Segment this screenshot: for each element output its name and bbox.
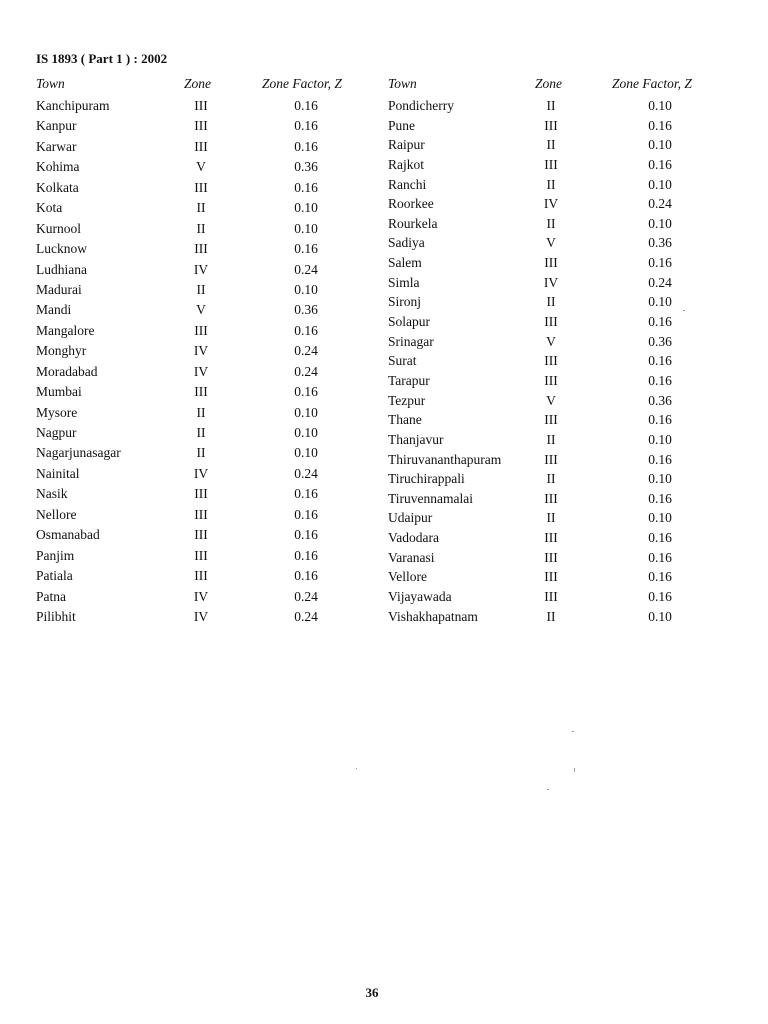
table-row <box>388 116 728 136</box>
zone-factor-cell: 0.10 <box>648 294 672 310</box>
zone-factor-cell: 0.16 <box>294 322 318 338</box>
zone-cell: III <box>194 547 208 563</box>
zone-factor-cell: 0.16 <box>648 117 672 133</box>
town-cell: Solapur <box>388 314 430 330</box>
table-body <box>388 96 728 626</box>
column-header-zone: Zone <box>184 76 211 91</box>
scan-speck <box>574 768 575 772</box>
zone-factor-cell: 0.36 <box>294 302 318 318</box>
table-row <box>388 312 728 332</box>
table-row <box>388 214 728 234</box>
town-cell: Kurnool <box>36 220 81 236</box>
table-row <box>388 233 728 253</box>
table-row <box>388 253 728 273</box>
town-cell: Ludhiana <box>36 261 87 277</box>
town-cell: Kanpur <box>36 118 77 134</box>
zone-factor-cell: 0.16 <box>294 527 318 543</box>
table-row <box>36 260 366 280</box>
town-cell: Kohima <box>36 159 80 175</box>
zone-factor-cell: 0.10 <box>648 431 672 447</box>
town-cell: Patiala <box>36 568 73 584</box>
table-header <box>36 76 366 96</box>
town-cell: Karwar <box>36 138 77 154</box>
table-row <box>36 607 366 627</box>
column-header-town: Town <box>36 76 65 91</box>
zone-factor-cell: 0.24 <box>648 274 672 290</box>
zone-factor-cell: 0.10 <box>294 200 318 216</box>
zone-factor-cell: 0.16 <box>648 156 672 172</box>
town-cell: Pilibhit <box>36 608 76 624</box>
town-cell: Surat <box>388 353 417 369</box>
town-cell: Sadiya <box>388 235 425 251</box>
zone-factor-cell: 0.10 <box>648 608 672 624</box>
zone-cell: II <box>196 404 206 420</box>
zone-cell: III <box>544 255 558 271</box>
table-row <box>36 157 366 177</box>
zone-cell: III <box>194 568 208 584</box>
town-cell: Tiruchirappali <box>388 471 465 487</box>
zone-factor-cell: 0.10 <box>648 98 672 113</box>
table-row <box>388 430 728 450</box>
zone-cell: IV <box>543 274 559 290</box>
document-code: IS 1893 ( Part 1 ) : 2002 <box>36 51 168 66</box>
zone-factor-cell: 0.16 <box>294 506 318 522</box>
zone-factor-cell: 0.16 <box>294 547 318 563</box>
table-row <box>36 116 366 136</box>
zone-factor-cell: 0.10 <box>294 445 318 461</box>
table-row <box>36 403 366 423</box>
zone-cell: II <box>546 294 556 310</box>
town-cell: Tarapur <box>388 372 430 388</box>
town-cell: Vijayawada <box>388 589 452 605</box>
zone-cell: II <box>196 445 206 461</box>
zone-cell: II <box>196 220 206 236</box>
table-row <box>36 362 366 382</box>
zone-factor-cell: 0.24 <box>294 343 318 359</box>
zone-factor-cell: 0.16 <box>648 490 672 506</box>
town-cell: Nellore <box>36 506 77 522</box>
zone-cell: III <box>544 589 558 605</box>
zone-cell: III <box>544 117 558 133</box>
town-cell: Kota <box>36 200 63 216</box>
town-cell: Tiruvennamalai <box>388 490 473 506</box>
table-row <box>36 484 366 504</box>
zone-factor-cell: 0.16 <box>648 530 672 546</box>
zone-cell: II <box>546 215 556 231</box>
zone-factor-cell: 0.16 <box>294 98 318 113</box>
zone-factor-cell: 0.16 <box>648 451 672 467</box>
zone-factor-cell: 0.10 <box>294 425 318 440</box>
town-cell: Kanchipuram <box>36 98 110 113</box>
table-row <box>36 443 366 463</box>
zone-cell: III <box>194 527 208 543</box>
zone-cell: IV <box>193 465 209 481</box>
town-cell: Thane <box>388 412 422 428</box>
table-row <box>36 239 366 259</box>
table-row <box>388 548 728 568</box>
town-cell: Vishakhapatnam <box>388 608 478 624</box>
zone-cell: II <box>546 137 556 153</box>
page-number: 36 <box>365 985 379 1000</box>
town-cell: Monghyr <box>36 343 87 359</box>
zone-factor-cell: 0.16 <box>648 589 672 605</box>
zone-cell: II <box>546 471 556 487</box>
table-row <box>36 382 366 402</box>
zone-cell: V <box>546 392 556 408</box>
zone-factor-cell: 0.24 <box>648 196 672 212</box>
zone-factor-cell: 0.16 <box>294 568 318 584</box>
zone-cell: III <box>544 549 558 565</box>
table-row <box>36 198 366 218</box>
zone-factor-cell: 0.10 <box>294 220 318 236</box>
zone-table-right <box>388 76 728 626</box>
table-row <box>36 321 366 341</box>
town-cell: Roorkee <box>388 196 434 212</box>
table-row <box>388 351 728 371</box>
zone-factor-cell: 0.16 <box>294 486 318 502</box>
town-cell: Madurai <box>36 281 82 297</box>
zone-cell: III <box>194 98 208 113</box>
town-cell: Tezpur <box>388 392 426 408</box>
zone-cell: III <box>544 372 558 388</box>
zone-cell: IV <box>193 261 209 277</box>
zone-factor-cell: 0.16 <box>294 138 318 154</box>
table-row <box>388 292 728 312</box>
town-cell: Mandi <box>36 302 72 318</box>
scan-speck <box>547 789 549 790</box>
town-cell: Thanjavur <box>388 431 444 447</box>
town-cell: Lucknow <box>36 241 87 257</box>
town-cell: Nagpur <box>36 425 77 440</box>
town-cell: Thiruvananthapuram <box>388 451 502 467</box>
town-cell: Udaipur <box>388 510 433 526</box>
zone-cell: IV <box>193 588 209 604</box>
table-row <box>388 508 728 528</box>
scan-speck <box>356 768 357 769</box>
table-row <box>36 96 366 116</box>
town-cell: Mumbai <box>36 384 82 400</box>
town-cell: Mangalore <box>36 322 95 338</box>
table-row <box>388 332 728 352</box>
zone-cell: III <box>544 490 558 506</box>
town-cell: Sironj <box>388 294 422 310</box>
table-header <box>388 76 728 96</box>
zone-factor-cell: 0.24 <box>294 608 318 624</box>
column-header-zone: Zone <box>535 76 562 91</box>
zone-cell: V <box>546 235 556 251</box>
table-row <box>388 135 728 155</box>
table-row <box>388 528 728 548</box>
town-cell: Raipur <box>388 137 425 153</box>
table-row <box>388 567 728 587</box>
zone-factor-cell: 0.16 <box>294 241 318 257</box>
table-row <box>388 489 728 509</box>
table-row <box>36 546 366 566</box>
table-row <box>36 280 366 300</box>
column-header-zone-factor: Zone Factor, Z <box>612 76 692 91</box>
zone-cell: III <box>544 412 558 428</box>
table-row <box>36 525 366 545</box>
table-row <box>388 607 728 627</box>
zone-factor-cell: 0.36 <box>648 392 672 408</box>
table-row <box>36 341 366 361</box>
column-header-zone-factor: Zone Factor, Z <box>262 76 342 91</box>
zone-cell: III <box>194 486 208 502</box>
zone-cell: III <box>544 156 558 172</box>
zone-cell: III <box>544 314 558 330</box>
zone-factor-cell: 0.24 <box>294 363 318 379</box>
zone-factor-cell: 0.16 <box>294 118 318 134</box>
zone-factor-cell: 0.16 <box>648 549 672 565</box>
table-row <box>36 464 366 484</box>
table-row <box>36 300 366 320</box>
zone-factor-cell: 0.10 <box>294 281 318 297</box>
zone-factor-cell: 0.10 <box>648 176 672 192</box>
zone-factor-cell: 0.10 <box>294 404 318 420</box>
table-row <box>388 587 728 607</box>
town-cell: Simla <box>388 274 420 290</box>
zone-cell: IV <box>193 363 209 379</box>
zone-cell: III <box>194 118 208 134</box>
town-cell: Kolkata <box>36 179 79 195</box>
table-row <box>36 505 366 525</box>
town-cell: Vellore <box>388 569 427 585</box>
table-row <box>388 175 728 195</box>
zone-factor-cell: 0.16 <box>648 372 672 388</box>
zone-cell: III <box>544 451 558 467</box>
zone-factor-cell: 0.10 <box>648 137 672 153</box>
zone-cell: III <box>194 138 208 154</box>
table-row <box>388 371 728 391</box>
town-cell: Ranchi <box>388 176 427 192</box>
zone-cell: III <box>194 384 208 400</box>
table-row <box>388 96 728 116</box>
table-row <box>388 194 728 214</box>
table-row <box>36 587 366 607</box>
zone-cell: III <box>544 353 558 369</box>
table-row <box>388 450 728 470</box>
table-row <box>36 219 366 239</box>
zone-cell: III <box>194 241 208 257</box>
table-row <box>388 273 728 293</box>
zone-factor-cell: 0.16 <box>648 412 672 428</box>
zone-cell: V <box>196 302 206 318</box>
table-row <box>388 410 728 430</box>
zone-factor-cell: 0.16 <box>648 569 672 585</box>
zone-factor-cell: 0.10 <box>648 471 672 487</box>
table-row <box>36 137 366 157</box>
zone-factor-cell: 0.16 <box>648 255 672 271</box>
table-row <box>388 391 728 411</box>
zone-factor-cell: 0.24 <box>294 261 318 277</box>
town-cell: Varanasi <box>388 549 435 565</box>
town-cell: Salem <box>388 255 422 271</box>
column-header-town: Town <box>388 76 417 91</box>
zone-cell: II <box>196 200 206 216</box>
zone-cell: III <box>194 179 208 195</box>
table-row <box>388 155 728 175</box>
zone-factor-cell: 0.24 <box>294 465 318 481</box>
zone-factor-cell: 0.36 <box>648 235 672 251</box>
table-row <box>388 469 728 489</box>
zone-cell: III <box>194 322 208 338</box>
town-cell: Patna <box>36 588 66 604</box>
town-cell: Pondicherry <box>388 98 454 113</box>
zone-factor-cell: 0.24 <box>294 588 318 604</box>
zone-cell: II <box>546 510 556 526</box>
zone-factor-cell: 0.16 <box>294 384 318 400</box>
zone-cell: V <box>546 333 556 349</box>
zone-cell: II <box>546 176 556 192</box>
zone-cell: II <box>546 431 556 447</box>
zone-factor-cell: 0.36 <box>294 159 318 175</box>
zone-factor-cell: 0.10 <box>648 510 672 526</box>
town-cell: Osmanabad <box>36 527 100 543</box>
zone-cell: II <box>546 98 556 113</box>
zone-cell: II <box>196 281 206 297</box>
zone-cell: III <box>544 569 558 585</box>
town-cell: Nainital <box>36 465 80 481</box>
zone-table-left <box>36 76 366 627</box>
town-cell: Moradabad <box>36 363 98 379</box>
town-cell: Panjim <box>36 547 75 563</box>
town-cell: Mysore <box>36 404 78 420</box>
table-row <box>36 566 366 586</box>
zone-cell: IV <box>193 343 209 359</box>
zone-cell: IV <box>543 196 559 212</box>
town-cell: Nagarjunasagar <box>36 445 121 461</box>
town-cell: Rajkot <box>388 156 424 172</box>
town-cell: Vadodara <box>388 530 439 546</box>
table-body <box>36 96 366 627</box>
zone-factor-cell: 0.16 <box>648 314 672 330</box>
zone-cell: II <box>196 425 206 440</box>
table-row <box>36 423 366 443</box>
zone-cell: III <box>194 506 208 522</box>
scan-speck <box>683 310 685 311</box>
zone-cell: II <box>546 608 556 624</box>
zone-factor-cell: 0.36 <box>648 333 672 349</box>
zone-factor-cell: 0.10 <box>648 215 672 231</box>
town-cell: Srinagar <box>388 333 434 349</box>
zone-cell: V <box>196 159 206 175</box>
zone-factor-cell: 0.16 <box>648 353 672 369</box>
zone-factor-cell: 0.16 <box>294 179 318 195</box>
zone-cell: IV <box>193 608 209 624</box>
town-cell: Nasik <box>36 486 68 502</box>
town-cell: Pune <box>388 117 415 133</box>
zone-cell: III <box>544 530 558 546</box>
scan-speck <box>572 731 574 732</box>
table-row <box>36 178 366 198</box>
town-cell: Rourkela <box>388 215 438 231</box>
